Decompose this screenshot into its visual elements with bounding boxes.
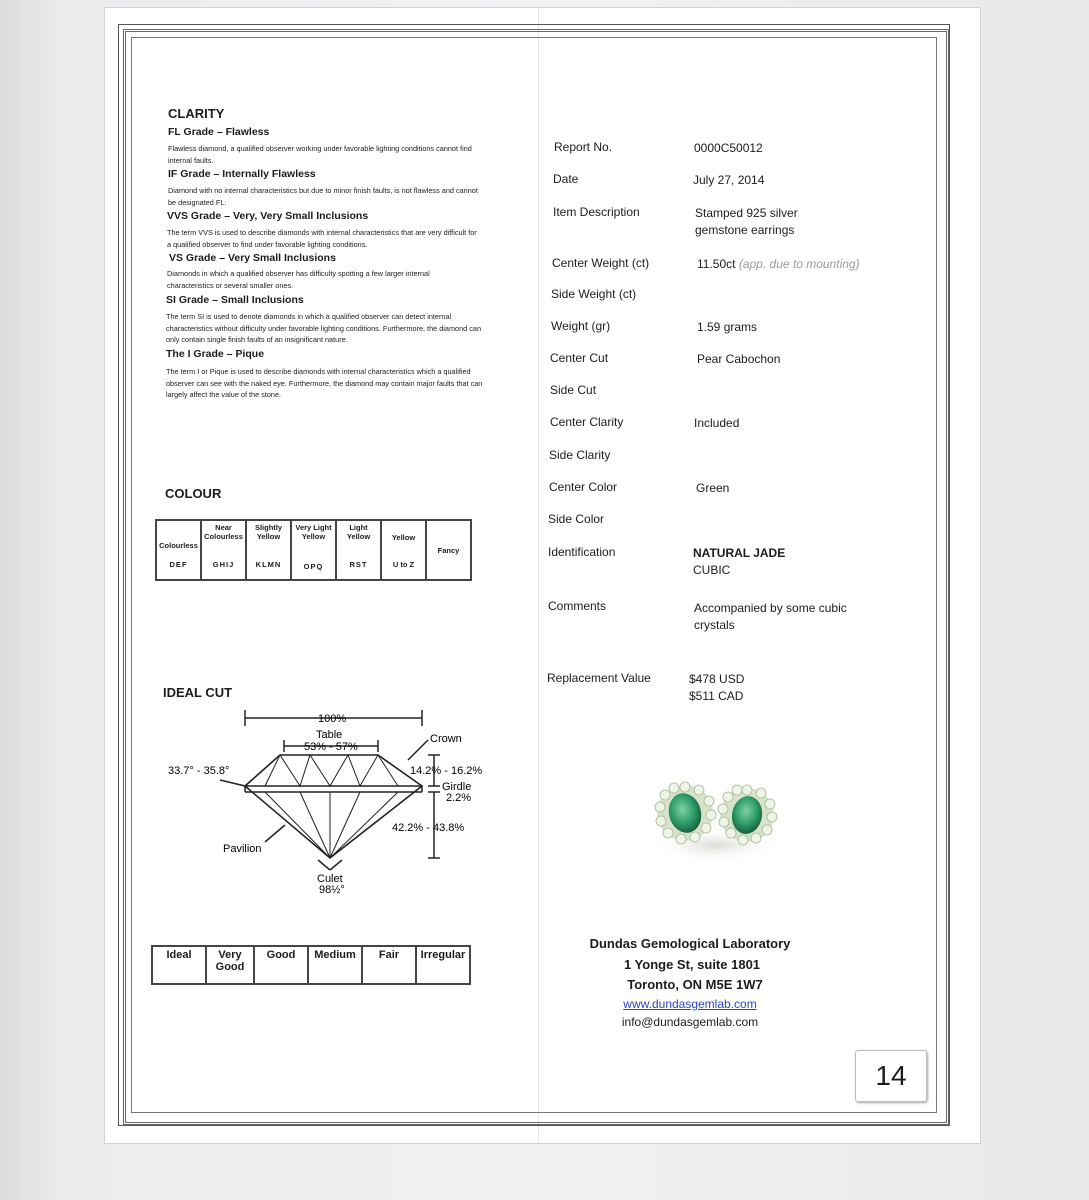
center-color-value: Green	[696, 481, 730, 495]
cut-grade-cell: Very Good	[206, 946, 254, 984]
lab-address-line2: Toronto, ON M5E 1W7	[627, 977, 763, 992]
center-weight-value	[697, 256, 860, 273]
lab-name: Dundas Gemological Laboratory	[589, 936, 791, 951]
center-weight-note: (app. due to mounting)	[738, 257, 860, 271]
page-number-tag: 14	[855, 1050, 927, 1102]
lab-website-link[interactable]: www.dundasgemlab.com	[623, 997, 757, 1011]
crown-height: 14.2% - 16.2%	[410, 765, 483, 777]
colour-cell-name: Very Light Yellow	[295, 523, 332, 541]
crown-angle: 33.7° - 35.8°	[168, 765, 230, 777]
earrings-photo	[645, 775, 785, 865]
date-label: Date	[553, 172, 579, 186]
side-cut-label: Side Cut	[550, 383, 597, 397]
side-weight-label: Side Weight (ct)	[551, 287, 637, 301]
colour-cell	[246, 520, 291, 580]
crown-label: Crown	[430, 733, 462, 745]
center-weight-amount: 11.50ct	[697, 257, 736, 271]
total-width-label: 100%	[318, 713, 347, 725]
replacement-value-label: Replacement Value	[547, 671, 651, 685]
colour-cell-grades: DEF	[169, 560, 188, 569]
identification-line1: NATURAL JADE	[693, 546, 786, 560]
grade-if-text: Diamond with no internal characteristics but due to minor finish faults, is not flawless and cannot be designated FL.	[168, 186, 478, 207]
item-description-line1: Stamped 925 silver	[695, 206, 798, 220]
replacement-cad: $511 CAD	[689, 689, 744, 703]
colour-cell	[381, 520, 426, 580]
lab-email: info@dundasgemlab.com	[621, 1015, 759, 1029]
center-clarity-label: Center Clarity	[550, 415, 624, 429]
colour-cell-name: Fancy	[437, 545, 460, 555]
item-description-line2: gemstone earrings	[695, 223, 795, 237]
weight-gr-label: Weight (gr)	[551, 319, 611, 333]
colour-cell-name: Colourless	[159, 540, 198, 550]
colour-cell	[291, 520, 336, 580]
colour-cell-name: Slightly Yellow	[254, 523, 283, 541]
cut-grade-cell: Good	[254, 946, 308, 984]
grade-if-heading: IF Grade – Internally Flawless	[168, 168, 316, 180]
colour-title: COLOUR	[165, 486, 222, 501]
cut-grade-cell: Ideal	[152, 946, 206, 984]
cut-grade-cell: Irregular	[416, 946, 470, 984]
side-color-label: Side Color	[548, 512, 605, 526]
center-cut-value: Pear Cabochon	[697, 352, 781, 366]
grade-si-heading: SI Grade – Small Inclusions	[166, 294, 304, 306]
comments-label: Comments	[548, 599, 607, 613]
center-weight-label: Center Weight (ct)	[552, 256, 650, 270]
cut-grade-cell: Medium	[308, 946, 362, 984]
colour-cell-name: Yellow	[391, 533, 416, 542]
item-description-label: Item Description	[553, 205, 640, 219]
diamond-proportions-diagram	[160, 700, 500, 900]
table-label: Table	[316, 729, 343, 741]
weight-gr-value: 1.59 grams	[697, 320, 758, 334]
grade-i-heading: The I Grade – Pique	[166, 348, 265, 360]
culet-label: Culet	[317, 873, 343, 885]
colour-cell	[426, 520, 471, 580]
grade-vs-heading: VS Grade – Very Small Inclusions	[169, 252, 336, 264]
center-color-label: Center Color	[549, 480, 618, 494]
colour-cell	[201, 520, 246, 580]
side-clarity-label: Side Clarity	[549, 448, 611, 462]
colour-cell-name: Near Colourless	[204, 523, 243, 541]
colour-cell-grades: RST	[349, 560, 368, 569]
center-clarity-value: Included	[694, 416, 740, 430]
grade-si-text: The term SI is used to denote diamonds in which a qualified observer can detect internal characteristics without difficulty under favorable lighting conditions. Furthermore, the diamond can only contain single finish faults of an insignificant nature.	[166, 312, 482, 344]
pavilion-label: Pavilion	[223, 843, 262, 855]
cut-grade-cell: Fair	[362, 946, 416, 984]
cut-grade-table	[151, 945, 471, 985]
replacement-usd: $478 USD	[689, 672, 745, 686]
ideal-cut-title: IDEAL CUT	[163, 685, 233, 700]
colour-cell-grades: GHIJ	[212, 560, 235, 569]
identification-value	[693, 545, 785, 579]
report-no-value: 0000C50012	[694, 141, 763, 155]
colour-cell-grades: KLMN	[255, 560, 282, 569]
clarity-title: CLARITY	[168, 106, 225, 121]
identification-label: Identification	[548, 545, 616, 559]
lab-address-line1: 1 Yonge St, suite 1801	[623, 957, 761, 972]
pavilion-depth: 42.2% - 43.8%	[392, 822, 465, 834]
grade-vvs-heading: VVS Grade – Very, Very Small Inclusions	[167, 210, 369, 222]
colour-grade-table	[155, 519, 472, 581]
lab-website-row	[560, 994, 820, 1014]
colour-cell-grades: OPQ	[303, 562, 324, 571]
girdle-label: Girdle	[442, 781, 472, 793]
date-value: July 27, 2014	[693, 173, 765, 187]
grade-i-text: The term I or Pique is used to describe diamonds with internal characteristics which a qualified observer can see with the naked eye. Furthermore, the diamond may contain major faults that can largely affect the value of the stone.	[166, 367, 483, 399]
table-range: 53% - 57%	[304, 741, 358, 753]
girdle-value: 2.2%	[446, 792, 472, 804]
comments-line1: Accompanied by some cubic	[694, 601, 847, 615]
grade-vvs-text: The term VVS is used to describe diamonds with internal characteristics that are very difficult for a qualified observer to find under favorable lighting conditions.	[167, 228, 477, 249]
culet-value: 98½°	[319, 884, 345, 896]
item-description-value	[695, 205, 798, 239]
colour-cell-grades: U to Z	[392, 560, 415, 569]
colour-cell-name: Light Yellow	[346, 523, 371, 541]
colour-cell	[156, 520, 201, 580]
replacement-value	[689, 671, 744, 705]
grade-vs-text: Diamonds in which a qualified observer has difficulty spotting a few larger internal characteristics or several smaller ones.	[167, 269, 430, 290]
grade-fl-text: Flawless diamond, a qualified observer working under favorable lighting conditions cannot find internal faults.	[168, 144, 472, 165]
report-no-label: Report No.	[554, 140, 613, 154]
colour-cell	[336, 520, 381, 580]
comments-line2: crystals	[694, 618, 735, 632]
center-cut-label: Center Cut	[550, 351, 609, 365]
grade-fl-heading: FL Grade – Flawless	[168, 126, 270, 138]
comments-value	[694, 600, 847, 634]
identification-line2: CUBIC	[693, 563, 731, 577]
